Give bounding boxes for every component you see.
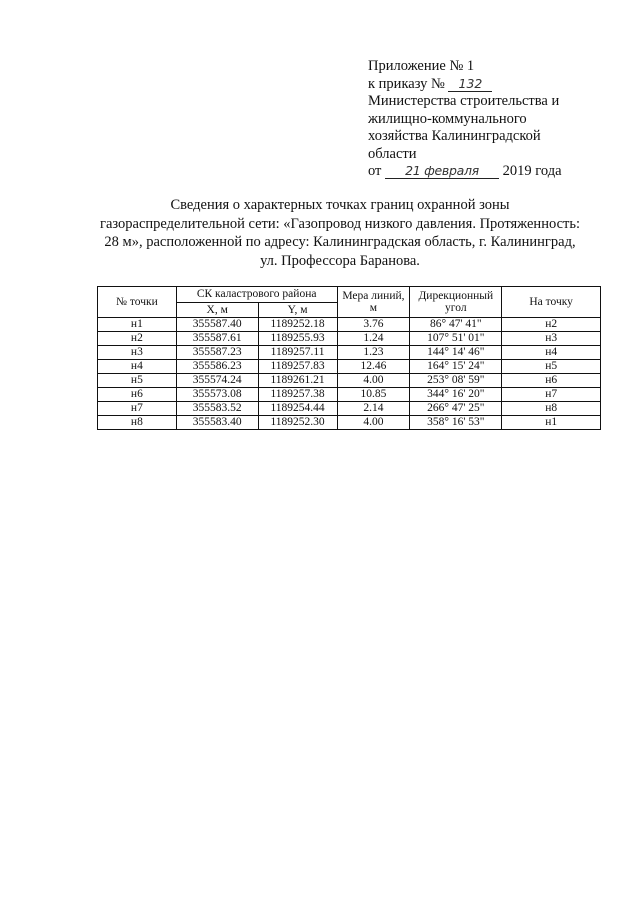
cell-to-point: н4 — [502, 346, 601, 360]
cell-measure: 4.00 — [337, 416, 410, 430]
order-date — [368, 163, 628, 181]
table-row — [98, 360, 601, 374]
table-row — [98, 346, 601, 360]
title-line-1: Сведения о характерных точках границ охранной зоны — [170, 197, 510, 213]
title-line-3: 28 м», расположенной по адресу: Калининградская область, г. Калининград, — [104, 234, 576, 250]
cell-measure: 12.46 — [337, 360, 410, 374]
header-point: № точки — [98, 287, 177, 318]
ministry-line-4: области — [368, 145, 417, 162]
cell-x: 355583.52 — [176, 402, 258, 416]
cell-y: 1189261.21 — [258, 374, 337, 388]
cell-direction: 144° 14' 46" — [410, 346, 502, 360]
cell-direction: 266° 47' 25" — [410, 402, 502, 416]
cell-to-point: н8 — [502, 402, 601, 416]
table-row — [98, 388, 601, 402]
date-handwritten: 21 февраля — [385, 164, 499, 179]
cell-y: 1189257.38 — [258, 388, 337, 402]
cell-direction: 253° 08' 59" — [410, 374, 502, 388]
table-row — [98, 402, 601, 416]
cell-y: 1189252.30 — [258, 416, 337, 430]
cell-measure: 2.14 — [337, 402, 410, 416]
header-measure: Мера линий, м — [337, 287, 410, 318]
header-sk-group: СК каластрового района — [176, 287, 337, 303]
cell-point: н2 — [98, 332, 177, 346]
header-direction: Дирекционный угол — [410, 287, 502, 318]
ministry-line-3: хозяйства Калининградской — [368, 128, 541, 144]
cell-direction: 164° 15' 24" — [410, 360, 502, 374]
cell-direction: 86° 47' 41" — [410, 318, 502, 332]
cell-measure: 10.85 — [337, 388, 410, 402]
cell-x: 355586.23 — [176, 360, 258, 374]
cell-point: н3 — [98, 346, 177, 360]
cell-y: 1189257.83 — [258, 360, 337, 374]
cell-to-point: н6 — [502, 374, 601, 388]
date-suffix: 2019 года — [502, 163, 562, 179]
header-x: X, м — [176, 302, 258, 318]
ministry-line-1: Министерства строительства и — [368, 93, 560, 109]
cell-point: н5 — [98, 374, 177, 388]
appendix-number: Приложение № 1 — [368, 58, 475, 74]
cell-to-point: н7 — [502, 388, 601, 402]
cell-x: 355587.61 — [176, 332, 258, 346]
cell-x: 355583.40 — [176, 416, 258, 430]
cell-measure: 1.23 — [337, 346, 410, 360]
title-line-2: газораспределительной сети: «Газопровод низкого давления. Протяженность: — [100, 215, 580, 232]
cell-point: н4 — [98, 360, 177, 374]
cell-x: 355573.08 — [176, 388, 258, 402]
header-to-point: На точку — [502, 287, 601, 318]
cell-point: н6 — [98, 388, 177, 402]
boundary-points-table — [97, 286, 601, 430]
ministry-line-2: жилищно-коммунального — [368, 110, 527, 127]
cell-y: 1189255.93 — [258, 332, 337, 346]
cell-y: 1189252.18 — [258, 318, 337, 332]
cell-measure: 1.24 — [337, 332, 410, 346]
title-line-4: ул. Профессора Баранова. — [260, 252, 420, 269]
cell-direction: 107° 51' 01" — [410, 332, 502, 346]
table-row — [98, 318, 601, 332]
cell-point: н8 — [98, 416, 177, 430]
table-row — [98, 332, 601, 346]
cell-x: 355587.40 — [176, 318, 258, 332]
document-title — [80, 196, 600, 270]
date-prefix: от — [368, 163, 382, 179]
cell-direction: 344° 16' 20" — [410, 388, 502, 402]
cell-y: 1189254.44 — [258, 402, 337, 416]
cell-to-point: н1 — [502, 416, 601, 430]
cell-to-point: н5 — [502, 360, 601, 374]
order-number-handwritten: 132 — [448, 77, 492, 92]
cell-x: 355574.24 — [176, 374, 258, 388]
appendix-header — [368, 58, 628, 181]
cell-y: 1189257.11 — [258, 346, 337, 360]
cell-to-point: н2 — [502, 318, 601, 332]
header-y: Y, м — [258, 302, 337, 318]
table-row — [98, 416, 601, 430]
cell-to-point: н3 — [502, 332, 601, 346]
cell-direction: 358° 16' 53" — [410, 416, 502, 430]
cell-measure: 3.76 — [337, 318, 410, 332]
table-header-row — [98, 287, 601, 303]
cell-measure: 4.00 — [337, 374, 410, 388]
cell-point: н1 — [98, 318, 177, 332]
cell-x: 355587.23 — [176, 346, 258, 360]
table-row — [98, 374, 601, 388]
order-prefix: к приказу № — [368, 75, 445, 92]
order-reference — [368, 76, 628, 94]
cell-point: н7 — [98, 402, 177, 416]
